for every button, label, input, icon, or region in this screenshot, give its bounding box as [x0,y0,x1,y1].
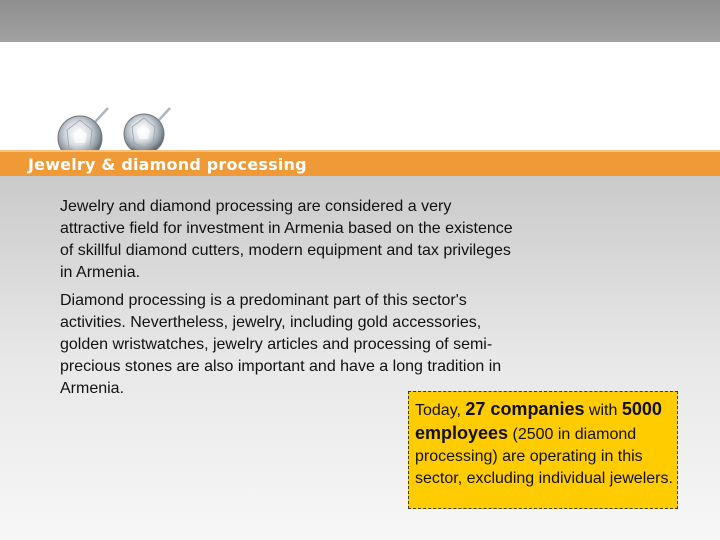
header-image-band [0,42,720,150]
callout-companies: 27 companies [465,399,585,419]
callout-employees: 5000 employees [415,399,662,443]
statistics-callout [408,391,678,509]
callout-text-with: with [584,402,622,419]
callout-text-after: (2500 in diamond processing) are operating in this sector, excluding individual jewelers. [415,426,673,487]
page-title: Jewelry & diamond processing [28,155,307,174]
title-bar [0,150,720,176]
callout-text-before: Today, [415,402,466,419]
paragraph-investment: Jewelry and diamond processing are considered a very attractive field for investment in Armenia based on the existence of skillful diamond cutters, modern equipment and tax privileges in Armenia. [60,198,513,281]
paragraph-diamond-processing: Diamond processing is a predominant part of this sector's activities. Nevertheless, jewelry, including gold accessories, golden wristwatches, jewelry articles and processing of semi-precious stones are also important and have a long tradition in Armenia. [60,292,502,397]
